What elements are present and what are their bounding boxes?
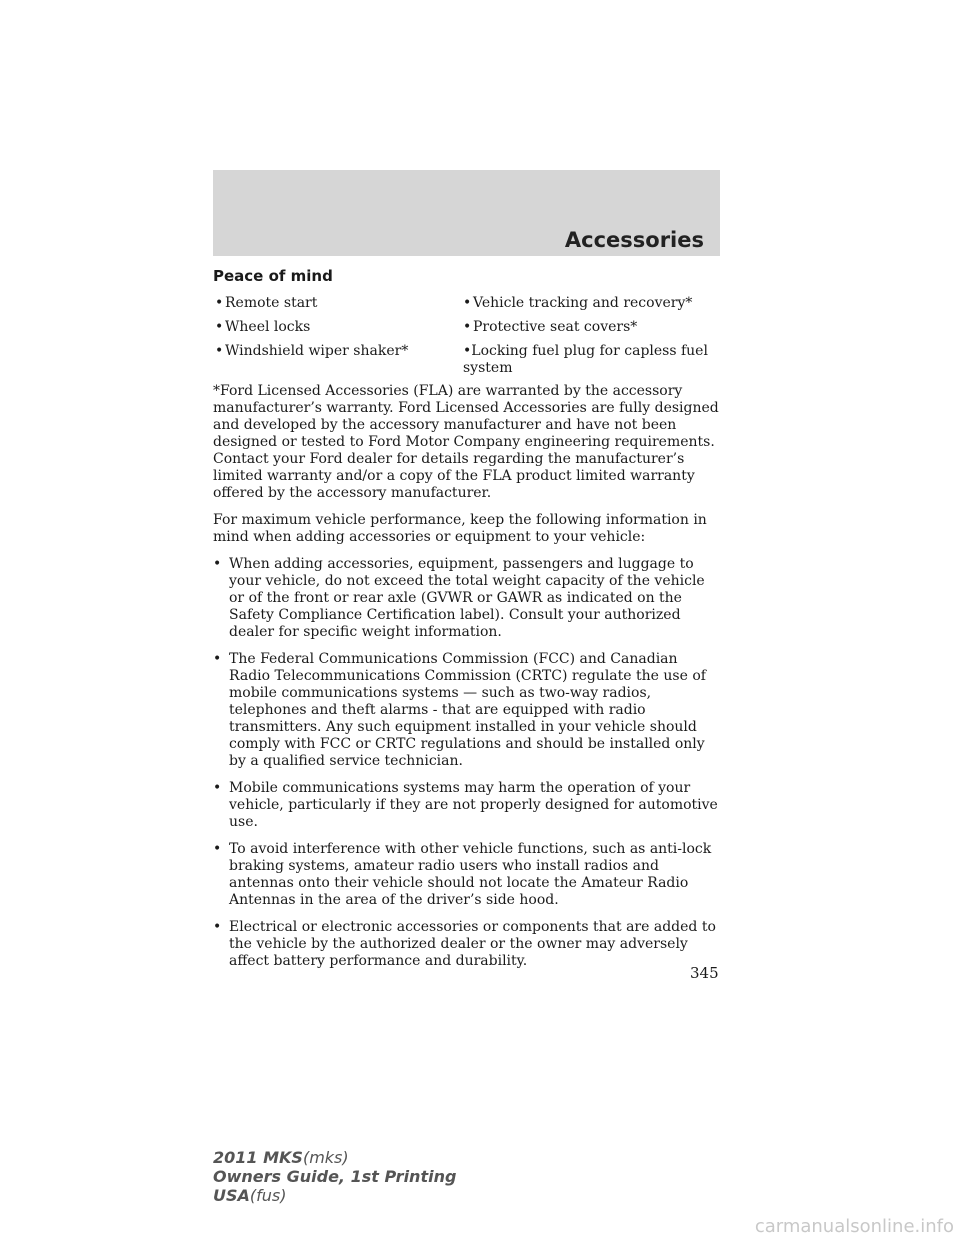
- list-item: [213, 556, 723, 641]
- bullet-dot: •: [215, 319, 224, 335]
- accessory-grid: [215, 295, 723, 377]
- grid-item: [463, 319, 713, 336]
- list-item: [213, 780, 723, 831]
- page-number: 345: [690, 964, 719, 982]
- print-footer: [213, 1148, 456, 1205]
- bullet-dot: •: [213, 780, 222, 796]
- list-item: [213, 651, 723, 770]
- section-header-band: [213, 170, 720, 256]
- grid-item-text: Wheel locks: [225, 319, 311, 335]
- bullet-dot: •: [213, 841, 222, 857]
- bullet-dot: •: [215, 295, 224, 311]
- list-item-text: Electrical or electronic accessories or components that are added to the vehicle by the authorized dealer or the owner may adversely affect battery performance and durability.: [229, 919, 716, 969]
- footer-model: 2011 MKS: [213, 1148, 303, 1167]
- grid-item: [215, 319, 463, 336]
- grid-item: [215, 295, 463, 312]
- footer-line-guide: [213, 1167, 456, 1186]
- bullet-dot: •: [213, 919, 222, 935]
- grid-item-text: Windshield wiper shaker*: [225, 343, 409, 359]
- footer-line-model: [213, 1148, 456, 1167]
- list-item-text: When adding accessories, equipment, passengers and luggage to your vehicle, do not exceed the total weight capacity of the vehicle or of the front or rear axle (GVWR or GAWR as indicated on the Safety Compliance Certification label). Consult your authorized dealer for specific weight information.: [229, 556, 705, 640]
- bullet-dot: •: [463, 343, 472, 359]
- page-content: [213, 268, 723, 980]
- footer-guide: Owners Guide, 1st Printing: [213, 1167, 457, 1186]
- bullet-dot: •: [463, 319, 472, 335]
- grid-item-text: Vehicle tracking and recovery*: [473, 295, 693, 311]
- grid-item: [463, 343, 713, 377]
- grid-item-text: Remote start: [225, 295, 318, 311]
- bullet-dot: •: [213, 556, 222, 572]
- grid-item: [463, 295, 713, 312]
- bullet-dot: •: [213, 651, 222, 667]
- list-item-text: To avoid interference with other vehicle functions, such as anti-lock braking systems, amateur radio users who install radios and antennas onto their vehicle should not locate the Amateur Radio Antennas in the area of the driver’s side hood.: [229, 841, 712, 908]
- grid-item-text: Locking fuel plug for capless fuel system: [463, 343, 708, 376]
- footer-region-code: (fus): [249, 1186, 287, 1205]
- footer-line-region: [213, 1186, 456, 1205]
- bullet-dot: •: [463, 295, 472, 311]
- advice-list: [213, 556, 723, 970]
- grid-item: [215, 343, 463, 377]
- section-heading: Peace of mind: [213, 267, 333, 285]
- bullet-dot: •: [215, 343, 224, 359]
- intro-paragraph: For maximum vehicle performance, keep the following information in mind when adding accessories or equipment to your vehicle:: [213, 512, 707, 545]
- grid-item-text: Protective seat covers*: [473, 319, 638, 335]
- list-item-text: The Federal Communications Commission (FCC) and Canadian Radio Telecommunications Commission (CRTC) regulate the use of mobile communications systems — such as two-way radios, telephones and theft alarms - that are equipped with radio transmitters. Any such equipment installed in your vehicle should comply with FCC or CRTC regulations and should be installed only by a qualified service technician.: [229, 651, 706, 769]
- list-item: [213, 919, 723, 970]
- footer-model-code: (mks): [302, 1148, 349, 1167]
- watermark: carmanualsonline.info: [754, 1216, 954, 1237]
- section-title: Accessories: [564, 228, 704, 252]
- footer-region: USA: [213, 1186, 250, 1205]
- warranty-paragraph: *Ford Licensed Accessories (FLA) are warranted by the accessory manufacturer’s warranty. Ford Licensed Accessories are fully designed and developed by the accessory manufacturer and have not been designed or tested to Ford Motor Company engineering requirements. Contact your Ford dealer for details regarding the manufacturer’s limited warranty and/or a copy of the FLA product limited warranty offered by the accessory manufacturer.: [213, 383, 719, 501]
- list-item-text: Mobile communications systems may harm the operation of your vehicle, particularly if they are not properly designed for automotive use.: [229, 780, 718, 830]
- list-item: [213, 841, 723, 909]
